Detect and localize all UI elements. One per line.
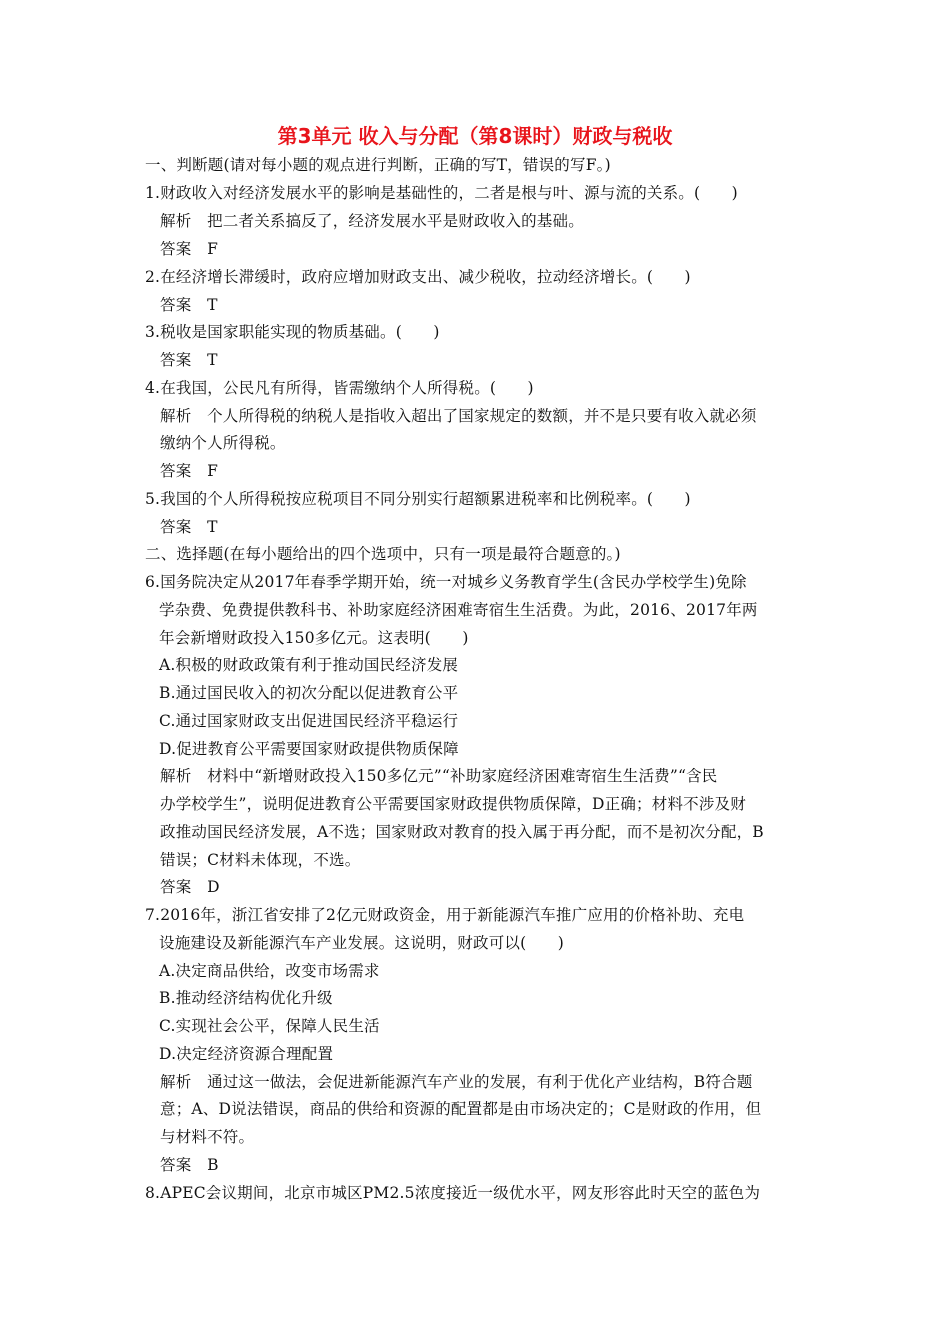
section-heading-choice: 二、选择题(在每小题给出的四个选项中，只有一项是最符合题意的。)	[145, 545, 621, 563]
question-2: 2.在经济增长滞缓时，政府应增加财政支出、减少税收，拉动经济增长。( )	[145, 268, 691, 286]
option-7b: B.推动经济结构优化升级	[159, 989, 333, 1007]
analysis-7-cont: 与材料不符。	[160, 1128, 255, 1146]
analysis-6-cont: 政推动国民经济发展，A不选；国家财政对教育的投入属于再分配，而不是初次分配，B	[160, 823, 764, 841]
option-6d: D.促进教育公平需要国家财政提供物质保障	[159, 740, 459, 758]
answer-6: 答案 D	[160, 878, 220, 896]
question-6: 6.国务院决定从2017年春季学期开始，统一对城乡义务教育学生(含民办学校学生)免除	[145, 573, 747, 591]
option-6b: B.通过国民收入的初次分配以促进教育公平	[159, 684, 459, 702]
question-7-cont: 设施建设及新能源汽车产业发展。这说明，财政可以( )	[159, 934, 564, 952]
question-6-cont: 学杂费、免费提供教科书、补助家庭经济困难寄宿生生活费。为此，2016、2017年两	[159, 601, 758, 619]
question-6-cont: 年会新增财政投入150多亿元。这表明( )	[159, 629, 469, 647]
question-5: 5.我国的个人所得税按应税项目不同分别实行超额累进税率和比例税率。( )	[145, 490, 691, 508]
answer-7: 答案 B	[160, 1156, 219, 1174]
analysis-6-cont: 错误；C材料未体现，不选。	[160, 851, 361, 869]
question-4: 4.在我国，公民凡有所得，皆需缴纳个人所得税。( )	[145, 379, 534, 397]
analysis-4: 解析 个人所得税的纳税人是指收入超出了国家规定的数额，并不是只要有收入就必须	[160, 407, 757, 425]
option-7d: D.决定经济资源合理配置	[159, 1045, 334, 1063]
question-8: 8.APEC会议期间，北京市城区PM2.5浓度接近一级优水平，网友形容此时天空的蓝色为	[145, 1184, 761, 1202]
answer-1: 答案 F	[160, 240, 219, 258]
question-1: 1.财政收入对经济发展水平的影响是基础性的，二者是根与叶、源与流的关系。( )	[145, 184, 738, 202]
answer-5: 答案 T	[160, 518, 218, 536]
analysis-6: 解析 材料中“新增财政投入150多亿元”“补助家庭经济困难寄宿生生活费”“含民	[160, 767, 718, 785]
section-heading-judgment: 一、判断题(请对每小题的观点进行判断，正确的写T，错误的写F。)	[145, 156, 611, 174]
analysis-1: 解析 把二者关系搞反了，经济发展水平是财政收入的基础。	[160, 212, 584, 230]
answer-3: 答案 T	[160, 351, 218, 369]
analysis-4-cont: 缴纳个人所得税。	[160, 434, 286, 452]
analysis-7: 解析 通过这一做法，会促进新能源汽车产业的发展，有利于优化产业结构，B符合题	[160, 1073, 753, 1091]
analysis-7-cont: 意；A、D说法错误，商品的供给和资源的配置都是由市场决定的；C是财政的作用，但	[160, 1100, 762, 1118]
option-7c: C.实现社会公平，保障人民生活	[159, 1017, 380, 1035]
answer-2: 答案 T	[160, 296, 218, 314]
document-title: 第3单元 收入与分配（第8课时）财政与税收	[277, 124, 673, 148]
question-3: 3.税收是国家职能实现的物质基础。( )	[145, 323, 440, 341]
analysis-6-cont: 办学校学生”，说明促进教育公平需要国家财政提供物质保障，D正确；材料不涉及财	[160, 795, 746, 813]
option-6a: A.积极的财政政策有利于推动国民经济发展	[159, 656, 459, 674]
question-7: 7.2016年，浙江省安排了2亿元财政资金，用于新能源汽车推广应用的价格补助、充电	[145, 906, 745, 924]
answer-4: 答案 F	[160, 462, 219, 480]
option-7a: A.决定商品供给，改变市场需求	[159, 962, 380, 980]
option-6c: C.通过国家财政支出促进国民经济平稳运行	[159, 712, 459, 730]
